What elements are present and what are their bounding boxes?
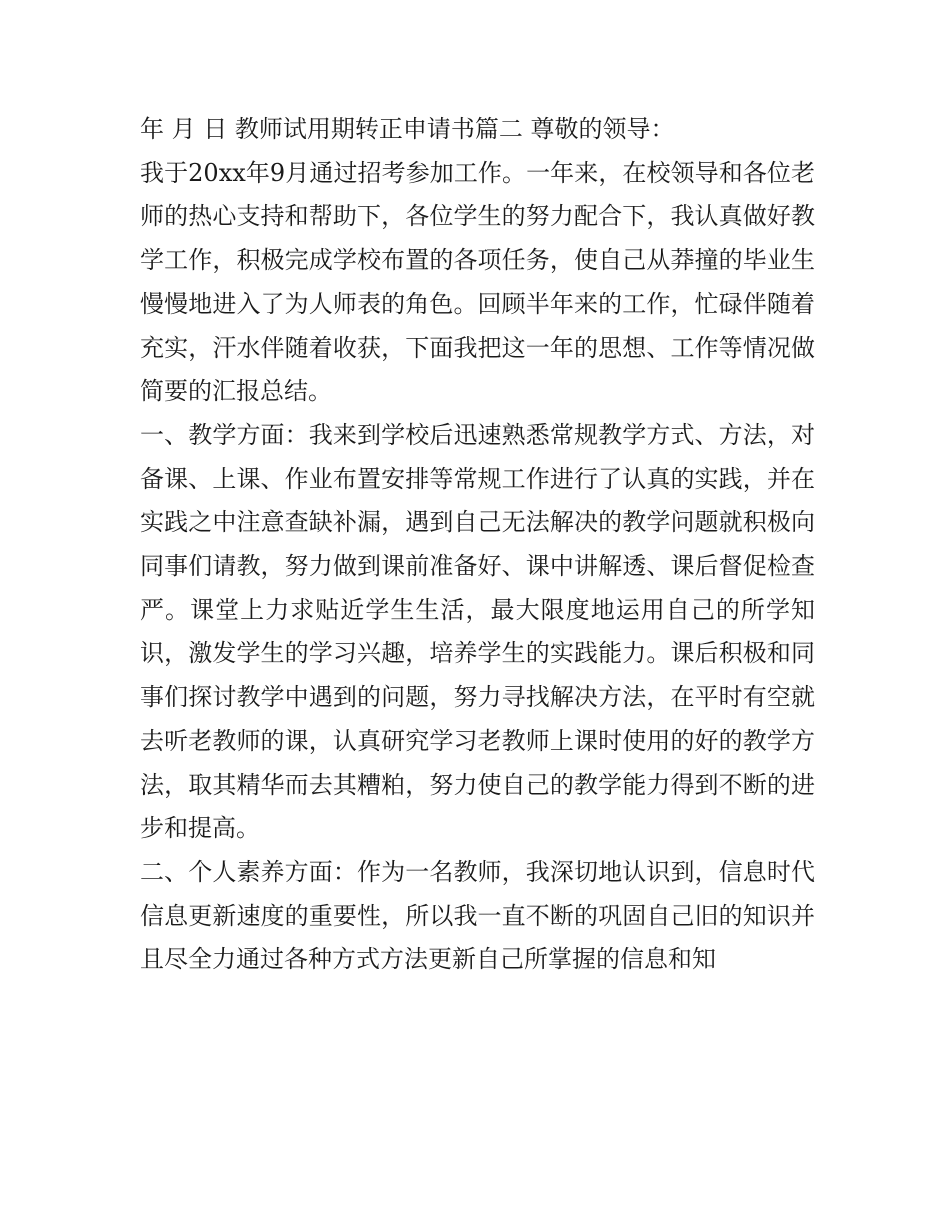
document-body	[140, 108, 815, 982]
paragraph-intro: 我于20xx年9月通过招考参加工作。一年来，在校领导和各位老师的热心支持和帮助下，各位学生的努力配合下，我认真做好教学工作，积极完成学校布置的各项任务，使自己从莽撞的毕业生慢慢地进入了为人师表的角色。回顾半年来的工作，忙碌伴随着充实，汗水伴随着收获，下面我把这一年的思想、工作等情况做简要的汇报总结。	[140, 158, 815, 406]
paragraph-teaching: 一、教学方面：我来到学校后迅速熟悉常规教学方式、方法，对备课、上课、作业布置安排等常规工作进行了认真的实践，并在实践之中注意查缺补漏，遇到自己无法解决的教学问题就积极向同事们请教，努力做到课前准备好、课中讲解透、课后督促检查严。课堂上力求贴近学生生活，最大限度地运用自己的所学知识，激发学生的学习兴趣，培养学生的实践能力。课后积极和同事们探讨教学中遇到的问题，努力寻找解决方法，在平时有空就去听老教师的课，认真研究学习老教师上课时使用的好的教学方法，取其精华而去其糟粕，努力使自己的教学能力得到不断的进步和提高。	[140, 420, 815, 843]
heading-line: 年 月 日 教师试用期转正申请书篇二 尊敬的领导：	[140, 115, 675, 143]
paragraph-personal-quality: 二、个人素养方面：作为一名教师，我深切地认识到，信息时代信息更新速度的重要性，所以我一直不断的巩固自己旧的知识并且尽全力通过各种方式方法更新自己所掌握的信息和知	[140, 857, 815, 974]
